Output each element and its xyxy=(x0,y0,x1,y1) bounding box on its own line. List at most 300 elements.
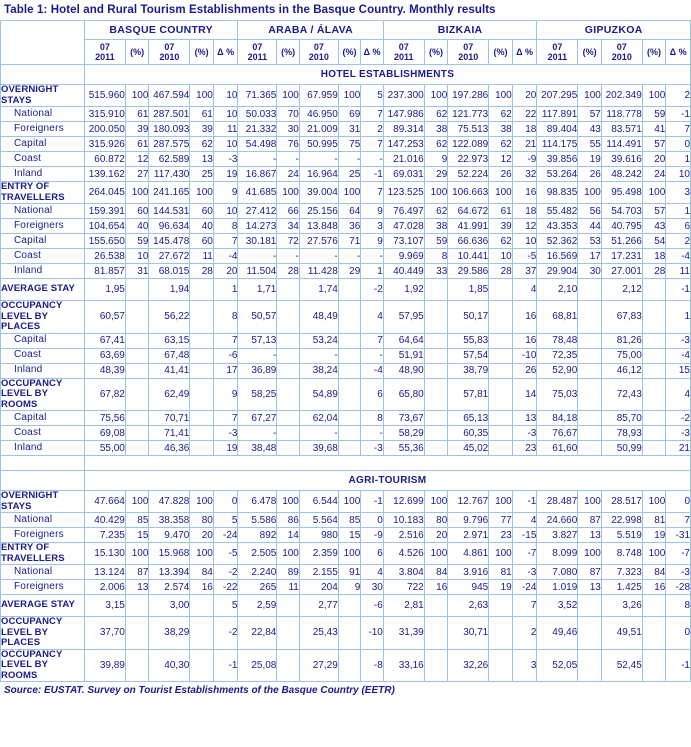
cell-gipuzkoa-previous-pct: 100 xyxy=(642,491,666,513)
cell-bizkaia-current: 48,90 xyxy=(383,363,424,378)
cell-gipuzkoa-current: 75,03 xyxy=(537,378,578,411)
cell-basque-country-delta: 19 xyxy=(213,167,238,182)
cell-gipuzkoa-previous-pct: 81 xyxy=(642,513,666,528)
cell-bizkaia-delta: 14 xyxy=(512,378,537,411)
cell-araba-lava-previous: 25,43 xyxy=(299,617,338,650)
cell-bizkaia-previous: 122.089 xyxy=(448,137,489,152)
cell-basque-country-current-pct: 13 xyxy=(125,580,149,595)
cell-gipuzkoa-previous: 75,00 xyxy=(601,348,642,363)
cell-gipuzkoa-previous: 95.498 xyxy=(601,182,642,204)
table-row xyxy=(1,333,691,348)
cell-gipuzkoa-previous-pct xyxy=(642,279,666,301)
cell-araba-lava-current: 22,84 xyxy=(238,617,277,650)
cell-gipuzkoa-delta: 1 xyxy=(666,152,691,167)
cell-basque-country-delta: 0 xyxy=(213,491,238,513)
cell-bizkaia-previous: 41.991 xyxy=(448,219,489,234)
cell-gipuzkoa-current: 52.362 xyxy=(537,234,578,249)
cell-basque-country-delta: 1 xyxy=(213,279,238,301)
cell-basque-country-previous-pct xyxy=(190,595,214,617)
cell-araba-lava-previous: 38,24 xyxy=(299,363,338,378)
cell-araba-lava-previous: 1,74 xyxy=(299,279,338,301)
cell-basque-country-previous-pct: 25 xyxy=(190,167,214,182)
cell-bizkaia-previous-pct xyxy=(489,617,513,650)
cell-araba-lava-delta: 9 xyxy=(361,234,384,249)
cell-basque-country-current: 67,41 xyxy=(84,333,125,348)
cell-araba-lava-current-pct xyxy=(277,301,300,334)
cell-bizkaia-current: 89.314 xyxy=(383,122,424,137)
cell-gipuzkoa-delta: -28 xyxy=(666,580,691,595)
cell-bizkaia-previous: 22.973 xyxy=(448,152,489,167)
cell-bizkaia-delta: 10 xyxy=(512,234,537,249)
cell-araba-lava-current: 14.273 xyxy=(238,219,277,234)
cell-gipuzkoa-previous: 22.998 xyxy=(601,513,642,528)
hotel-row-label-national-7: National xyxy=(1,204,85,219)
cell-gipuzkoa-previous-pct: 20 xyxy=(642,152,666,167)
col-header-bizkaia-previous-period: 07 2010 xyxy=(448,40,489,65)
cell-gipuzkoa-current-pct: 30 xyxy=(578,264,602,279)
cell-bizkaia-current-pct: 100 xyxy=(424,491,448,513)
cell-araba-lava-delta: -8 xyxy=(361,649,384,682)
cell-gipuzkoa-previous: 85,70 xyxy=(601,411,642,426)
cell-bizkaia-current-pct: 100 xyxy=(424,543,448,565)
table-row xyxy=(1,528,691,543)
cell-araba-lava-previous: 2,77 xyxy=(299,595,338,617)
cell-araba-lava-previous: 2.359 xyxy=(299,543,338,565)
cell-araba-lava-current: 58,25 xyxy=(238,378,277,411)
cell-gipuzkoa-previous: 28.517 xyxy=(601,491,642,513)
cell-gipuzkoa-delta: 0 xyxy=(666,137,691,152)
cell-araba-lava-delta: 9 xyxy=(361,204,384,219)
cell-araba-lava-previous-pct: - xyxy=(338,249,361,264)
hotel-row-label-entry-of-travellers-6: ENTRY OF TRAVELLERS xyxy=(1,182,85,204)
cell-araba-lava-previous: 39,68 xyxy=(299,441,338,456)
cell-bizkaia-current-pct: 84 xyxy=(424,565,448,580)
hotel-row-label-capital-18: Capital xyxy=(1,411,85,426)
cell-basque-country-current: 515.960 xyxy=(84,85,125,107)
cell-araba-lava-previous: 39.004 xyxy=(299,182,338,204)
cell-basque-country-current-pct xyxy=(125,363,149,378)
cell-basque-country-current: 75,56 xyxy=(84,411,125,426)
cell-bizkaia-previous: 50,17 xyxy=(448,301,489,334)
cell-araba-lava-delta: -9 xyxy=(361,528,384,543)
cell-gipuzkoa-delta: 11 xyxy=(666,264,691,279)
cell-bizkaia-previous: 9.796 xyxy=(448,513,489,528)
cell-gipuzkoa-previous: 8.748 xyxy=(601,543,642,565)
cell-bizkaia-current: 73,67 xyxy=(383,411,424,426)
cell-gipuzkoa-previous: 50,99 xyxy=(601,441,642,456)
cell-araba-lava-delta: 5 xyxy=(361,85,384,107)
cell-gipuzkoa-delta: 2 xyxy=(666,234,691,249)
cell-bizkaia-previous-pct xyxy=(489,378,513,411)
col-header-araba-alava-previous-period: 07 2010 xyxy=(299,40,338,65)
cell-bizkaia-current: 58,29 xyxy=(383,426,424,441)
cell-araba-lava-current-pct: 100 xyxy=(277,85,300,107)
cell-gipuzkoa-current: 117.891 xyxy=(537,107,578,122)
cell-basque-country-previous: 1,94 xyxy=(149,279,190,301)
cell-bizkaia-delta: -5 xyxy=(512,249,537,264)
cell-bizkaia-previous: 57,81 xyxy=(448,378,489,411)
cell-bizkaia-delta: 2 xyxy=(512,617,537,650)
cell-araba-lava-delta: 30 xyxy=(361,580,384,595)
cell-bizkaia-previous: 52.224 xyxy=(448,167,489,182)
cell-gipuzkoa-previous-pct: 43 xyxy=(642,219,666,234)
hotel-row-label-capital-3: Capital xyxy=(1,137,85,152)
cell-gipuzkoa-previous-pct xyxy=(642,426,666,441)
cell-basque-country-previous-pct: 84 xyxy=(190,565,214,580)
cell-gipuzkoa-previous-pct xyxy=(642,378,666,411)
cell-araba-lava-current: 2,59 xyxy=(238,595,277,617)
cell-gipuzkoa-current: 84,18 xyxy=(537,411,578,426)
cell-bizkaia-delta: -10 xyxy=(512,348,537,363)
cell-gipuzkoa-delta: -3 xyxy=(666,565,691,580)
agri-row-label-national-1: National xyxy=(1,513,85,528)
cell-bizkaia-delta: 37 xyxy=(512,264,537,279)
cell-gipuzkoa-previous: 17.231 xyxy=(601,249,642,264)
cell-bizkaia-previous-pct xyxy=(489,301,513,334)
cell-araba-lava-current-pct: 100 xyxy=(277,543,300,565)
cell-araba-lava-current: 16.867 xyxy=(238,167,277,182)
cell-basque-country-previous-pct: 60 xyxy=(190,234,214,249)
cell-bizkaia-current: 51,91 xyxy=(383,348,424,363)
cell-basque-country-current: 1,95 xyxy=(84,279,125,301)
cell-gipuzkoa-current: 3.827 xyxy=(537,528,578,543)
cell-bizkaia-current-pct xyxy=(424,378,448,411)
cell-basque-country-current: 40.429 xyxy=(84,513,125,528)
cell-araba-lava-delta: 7 xyxy=(361,107,384,122)
cell-gipuzkoa-current-pct: 13 xyxy=(578,528,602,543)
cell-bizkaia-current-pct: 59 xyxy=(424,234,448,249)
cell-bizkaia-previous-pct: 77 xyxy=(489,513,513,528)
cell-basque-country-current-pct: 61 xyxy=(125,107,149,122)
hotel-row-label-foreigners-8: Foreigners xyxy=(1,219,85,234)
cell-basque-country-current: 37,70 xyxy=(84,617,125,650)
cell-araba-lava-previous-pct xyxy=(338,426,361,441)
cell-bizkaia-previous: 197.286 xyxy=(448,85,489,107)
cell-bizkaia-current-pct: 29 xyxy=(424,167,448,182)
cell-araba-lava-previous-pct: 69 xyxy=(338,107,361,122)
cell-araba-lava-previous-pct xyxy=(338,363,361,378)
hotel-row-label-coast-15: Coast xyxy=(1,348,85,363)
cell-bizkaia-previous: 4.861 xyxy=(448,543,489,565)
cell-bizkaia-current: 76.497 xyxy=(383,204,424,219)
col-header-basque-country-current-pct: (%) xyxy=(125,40,149,65)
cell-bizkaia-previous-pct: 19 xyxy=(489,580,513,595)
cell-bizkaia-current-pct: 33 xyxy=(424,264,448,279)
cell-gipuzkoa-previous: 49,51 xyxy=(601,617,642,650)
cell-gipuzkoa-previous-pct: 24 xyxy=(642,167,666,182)
cell-bizkaia-current-pct xyxy=(424,279,448,301)
cell-gipuzkoa-delta: -1 xyxy=(666,107,691,122)
cell-araba-lava-previous-pct: 64 xyxy=(338,204,361,219)
cell-basque-country-delta: 8 xyxy=(213,219,238,234)
col-header-bizkaia-previous-pct: (%) xyxy=(489,40,513,65)
cell-bizkaia-current-pct xyxy=(424,441,448,456)
cell-bizkaia-current: 2.516 xyxy=(383,528,424,543)
col-header-basque-country-previous-pct: (%) xyxy=(190,40,214,65)
cell-bizkaia-current: 47.028 xyxy=(383,219,424,234)
cell-gipuzkoa-delta: 7 xyxy=(666,122,691,137)
cell-araba-lava-previous-pct xyxy=(338,441,361,456)
cell-basque-country-current-pct: 15 xyxy=(125,528,149,543)
source-note: Source: EUSTAT. Survey on Tourist Establishments of the Basque Country (EETR) xyxy=(4,685,395,696)
cell-basque-country-previous: 96.634 xyxy=(149,219,190,234)
cell-bizkaia-previous-pct xyxy=(489,279,513,301)
cell-araba-lava-previous-pct xyxy=(338,333,361,348)
cell-gipuzkoa-delta: -3 xyxy=(666,333,691,348)
cell-araba-lava-previous: 5.564 xyxy=(299,513,338,528)
cell-gipuzkoa-current-pct: 87 xyxy=(578,513,602,528)
cell-basque-country-current: 39,89 xyxy=(84,649,125,682)
cell-araba-lava-current-pct: - xyxy=(277,249,300,264)
cell-gipuzkoa-delta: -1 xyxy=(666,279,691,301)
cell-bizkaia-current: 40.449 xyxy=(383,264,424,279)
cell-bizkaia-delta: -3 xyxy=(512,426,537,441)
table-row xyxy=(1,617,691,650)
cell-araba-lava-current-pct: 100 xyxy=(277,491,300,513)
table-row xyxy=(1,107,691,122)
cell-gipuzkoa-current: 8.099 xyxy=(537,543,578,565)
cell-gipuzkoa-current-pct xyxy=(578,348,602,363)
cell-basque-country-current: 15.130 xyxy=(84,543,125,565)
cell-gipuzkoa-current-pct xyxy=(578,333,602,348)
table-row xyxy=(1,411,691,426)
cell-bizkaia-previous-pct: 62 xyxy=(489,107,513,122)
cell-araba-lava-previous: 53,24 xyxy=(299,333,338,348)
cell-bizkaia-delta: 16 xyxy=(512,301,537,334)
cell-basque-country-current-pct xyxy=(125,649,149,682)
cell-gipuzkoa-previous-pct: 19 xyxy=(642,528,666,543)
cell-gipuzkoa-previous-pct xyxy=(642,333,666,348)
cell-bizkaia-delta: 16 xyxy=(512,333,537,348)
cell-araba-lava-previous-pct: 31 xyxy=(338,122,361,137)
cell-araba-lava-delta: -1 xyxy=(361,491,384,513)
cell-bizkaia-current: 1,92 xyxy=(383,279,424,301)
cell-bizkaia-current-pct: 9 xyxy=(424,152,448,167)
cell-basque-country-delta: -2 xyxy=(213,565,238,580)
cell-basque-country-current: 47.664 xyxy=(84,491,125,513)
cell-gipuzkoa-current: 52,90 xyxy=(537,363,578,378)
cell-araba-lava-delta: 8 xyxy=(361,411,384,426)
cell-basque-country-current: 63,69 xyxy=(84,348,125,363)
cell-bizkaia-previous-pct: 23 xyxy=(489,528,513,543)
cell-bizkaia-previous: 55,83 xyxy=(448,333,489,348)
hotel-row-label-coast-10: Coast xyxy=(1,249,85,264)
cell-basque-country-current-pct xyxy=(125,595,149,617)
cell-araba-lava-current-pct xyxy=(277,411,300,426)
cell-basque-country-previous-pct: 100 xyxy=(190,543,214,565)
cell-bizkaia-previous-pct: 28 xyxy=(489,264,513,279)
cell-basque-country-previous: 62.589 xyxy=(149,152,190,167)
cell-bizkaia-delta: -24 xyxy=(512,580,537,595)
cell-basque-country-delta: -24 xyxy=(213,528,238,543)
cell-araba-lava-previous: - xyxy=(299,249,338,264)
col-header-basque-country-previous-period: 07 2010 xyxy=(149,40,190,65)
cell-basque-country-current-pct: 27 xyxy=(125,167,149,182)
cell-araba-lava-delta: - xyxy=(361,348,384,363)
table-row xyxy=(1,491,691,513)
cell-bizkaia-delta: 4 xyxy=(512,279,537,301)
cell-araba-lava-previous: 27,29 xyxy=(299,649,338,682)
corner-cell xyxy=(1,21,85,65)
cell-basque-country-previous-pct: 40 xyxy=(190,219,214,234)
cell-araba-lava-current-pct xyxy=(277,441,300,456)
region-header-row xyxy=(1,21,691,40)
cell-bizkaia-previous: 57,54 xyxy=(448,348,489,363)
cell-basque-country-previous-pct xyxy=(190,411,214,426)
table-row xyxy=(1,649,691,682)
table-row xyxy=(1,279,691,301)
cell-bizkaia-delta: -7 xyxy=(512,543,537,565)
cell-gipuzkoa-previous: 46,12 xyxy=(601,363,642,378)
cell-gipuzkoa-current: 7.080 xyxy=(537,565,578,580)
cell-gipuzkoa-delta: 1 xyxy=(666,301,691,334)
cell-basque-country-previous-pct xyxy=(190,301,214,334)
cell-bizkaia-previous-pct xyxy=(489,426,513,441)
cell-bizkaia-previous-pct: 39 xyxy=(489,219,513,234)
cell-araba-lava-current: 11.504 xyxy=(238,264,277,279)
table-row xyxy=(1,234,691,249)
cell-araba-lava-current-pct xyxy=(277,378,300,411)
cell-basque-country-current: 69,08 xyxy=(84,426,125,441)
cell-gipuzkoa-previous-pct: 100 xyxy=(642,543,666,565)
table-header xyxy=(1,21,691,85)
cell-araba-lava-current: 54.498 xyxy=(238,137,277,152)
agri-row-label-foreigners-2: Foreigners xyxy=(1,528,85,543)
cell-basque-country-current-pct: 100 xyxy=(125,85,149,107)
table-row xyxy=(1,363,691,378)
cell-bizkaia-previous-pct xyxy=(489,441,513,456)
cell-basque-country-previous-pct: 16 xyxy=(190,580,214,595)
cell-araba-lava-current: 36,89 xyxy=(238,363,277,378)
cell-gipuzkoa-current: 3,52 xyxy=(537,595,578,617)
cell-basque-country-previous: 180.093 xyxy=(149,122,190,137)
cell-araba-lava-previous-pct: 9 xyxy=(338,580,361,595)
cell-bizkaia-previous-pct: 62 xyxy=(489,234,513,249)
hotel-section-band-row xyxy=(1,65,691,85)
cell-basque-country-current: 60.872 xyxy=(84,152,125,167)
cell-araba-lava-current-pct xyxy=(277,649,300,682)
cell-bizkaia-delta: -3 xyxy=(512,565,537,580)
cell-bizkaia-previous: 106.663 xyxy=(448,182,489,204)
cell-bizkaia-previous-pct: 12 xyxy=(489,152,513,167)
table-row xyxy=(1,204,691,219)
cell-bizkaia-delta: 12 xyxy=(512,219,537,234)
cell-basque-country-previous: 41,41 xyxy=(149,363,190,378)
cell-gipuzkoa-delta: -2 xyxy=(666,411,691,426)
results-table xyxy=(0,20,691,682)
cell-bizkaia-previous: 3.916 xyxy=(448,565,489,580)
table-row xyxy=(1,182,691,204)
cell-bizkaia-current: 65,80 xyxy=(383,378,424,411)
table-row xyxy=(1,85,691,107)
cell-gipuzkoa-current-pct: 87 xyxy=(578,565,602,580)
cell-basque-country-delta: 10 xyxy=(213,137,238,152)
cell-araba-lava-delta: 1 xyxy=(361,264,384,279)
cell-gipuzkoa-previous-pct: 16 xyxy=(642,580,666,595)
cell-basque-country-previous-pct xyxy=(190,426,214,441)
cell-gipuzkoa-current: 2,10 xyxy=(537,279,578,301)
cell-gipuzkoa-current: 98.835 xyxy=(537,182,578,204)
cell-basque-country-current-pct: 40 xyxy=(125,219,149,234)
cell-bizkaia-delta: -1 xyxy=(512,491,537,513)
cell-basque-country-previous: 38.358 xyxy=(149,513,190,528)
cell-bizkaia-previous-pct: 10 xyxy=(489,249,513,264)
cell-basque-country-previous: 467.594 xyxy=(149,85,190,107)
region-header-gipuzkoa: GIPUZKOA xyxy=(537,21,691,40)
cell-gipuzkoa-previous: 2,12 xyxy=(601,279,642,301)
cell-araba-lava-current: 67,27 xyxy=(238,411,277,426)
cell-bizkaia-current-pct: 80 xyxy=(424,513,448,528)
hotel-body xyxy=(1,85,691,456)
cell-bizkaia-previous: 65,13 xyxy=(448,411,489,426)
cell-bizkaia-current-pct xyxy=(424,426,448,441)
cell-basque-country-delta: -4 xyxy=(213,249,238,264)
cell-basque-country-delta: 17 xyxy=(213,363,238,378)
cell-araba-lava-previous-pct: 29 xyxy=(338,264,361,279)
cell-gipuzkoa-previous-pct xyxy=(642,649,666,682)
cell-bizkaia-previous-pct: 100 xyxy=(489,543,513,565)
cell-basque-country-delta: -5 xyxy=(213,543,238,565)
cell-araba-lava-previous: 48,49 xyxy=(299,301,338,334)
cell-bizkaia-previous-pct xyxy=(489,363,513,378)
cell-araba-lava-previous: 62,04 xyxy=(299,411,338,426)
cell-araba-lava-delta: - xyxy=(361,152,384,167)
cell-gipuzkoa-previous: 114.491 xyxy=(601,137,642,152)
table-row xyxy=(1,137,691,152)
page-title: Table 1: Hotel and Rural Tourism Establishments in the Basque Country. Monthly results xyxy=(4,4,496,16)
agri-row-label-entry-of-travellers-3: ENTRY OF TRAVELLERS xyxy=(1,543,85,565)
cell-basque-country-current-pct: 12 xyxy=(125,152,149,167)
cell-gipuzkoa-previous: 5.519 xyxy=(601,528,642,543)
cell-basque-country-current-pct: 60 xyxy=(125,204,149,219)
hotel-row-label-occupancy-level-by-rooms-17: OCCUPANCY LEVEL BY ROOMS xyxy=(1,378,85,411)
cell-gipuzkoa-delta: -1 xyxy=(666,649,691,682)
cell-gipuzkoa-current-pct: 57 xyxy=(578,107,602,122)
cell-basque-country-previous: 15.968 xyxy=(149,543,190,565)
cell-basque-country-previous: 117.430 xyxy=(149,167,190,182)
cell-araba-lava-previous-pct: 36 xyxy=(338,219,361,234)
cell-basque-country-current: 26.538 xyxy=(84,249,125,264)
cell-araba-lava-current-pct: 72 xyxy=(277,234,300,249)
cell-bizkaia-delta: 22 xyxy=(512,107,537,122)
cell-araba-lava-delta: 6 xyxy=(361,378,384,411)
cell-gipuzkoa-current-pct: 44 xyxy=(578,219,602,234)
cell-basque-country-previous-pct: 39 xyxy=(190,122,214,137)
cell-araba-lava-current-pct xyxy=(277,333,300,348)
cell-basque-country-previous: 56,22 xyxy=(149,301,190,334)
cell-araba-lava-delta: -2 xyxy=(361,279,384,301)
cell-gipuzkoa-current-pct xyxy=(578,595,602,617)
cell-gipuzkoa-current: 61,60 xyxy=(537,441,578,456)
cell-bizkaia-current: 722 xyxy=(383,580,424,595)
cell-bizkaia-previous: 121.773 xyxy=(448,107,489,122)
cell-bizkaia-previous-pct: 100 xyxy=(489,491,513,513)
cell-basque-country-delta: 19 xyxy=(213,441,238,456)
cell-araba-lava-current: - xyxy=(238,426,277,441)
hotel-row-label-national-1: National xyxy=(1,107,85,122)
cell-basque-country-current-pct xyxy=(125,411,149,426)
cell-basque-country-current-pct: 39 xyxy=(125,122,149,137)
agri-section-band-row xyxy=(1,471,691,491)
cell-gipuzkoa-previous: 7.323 xyxy=(601,565,642,580)
cell-bizkaia-previous: 30,71 xyxy=(448,617,489,650)
cell-bizkaia-current-pct xyxy=(424,348,448,363)
cell-basque-country-previous: 46,36 xyxy=(149,441,190,456)
cell-bizkaia-current-pct xyxy=(424,333,448,348)
cell-bizkaia-delta: 4 xyxy=(512,513,537,528)
region-header-basque-country: BASQUE COUNTRY xyxy=(84,21,238,40)
cell-basque-country-current-pct: 100 xyxy=(125,491,149,513)
